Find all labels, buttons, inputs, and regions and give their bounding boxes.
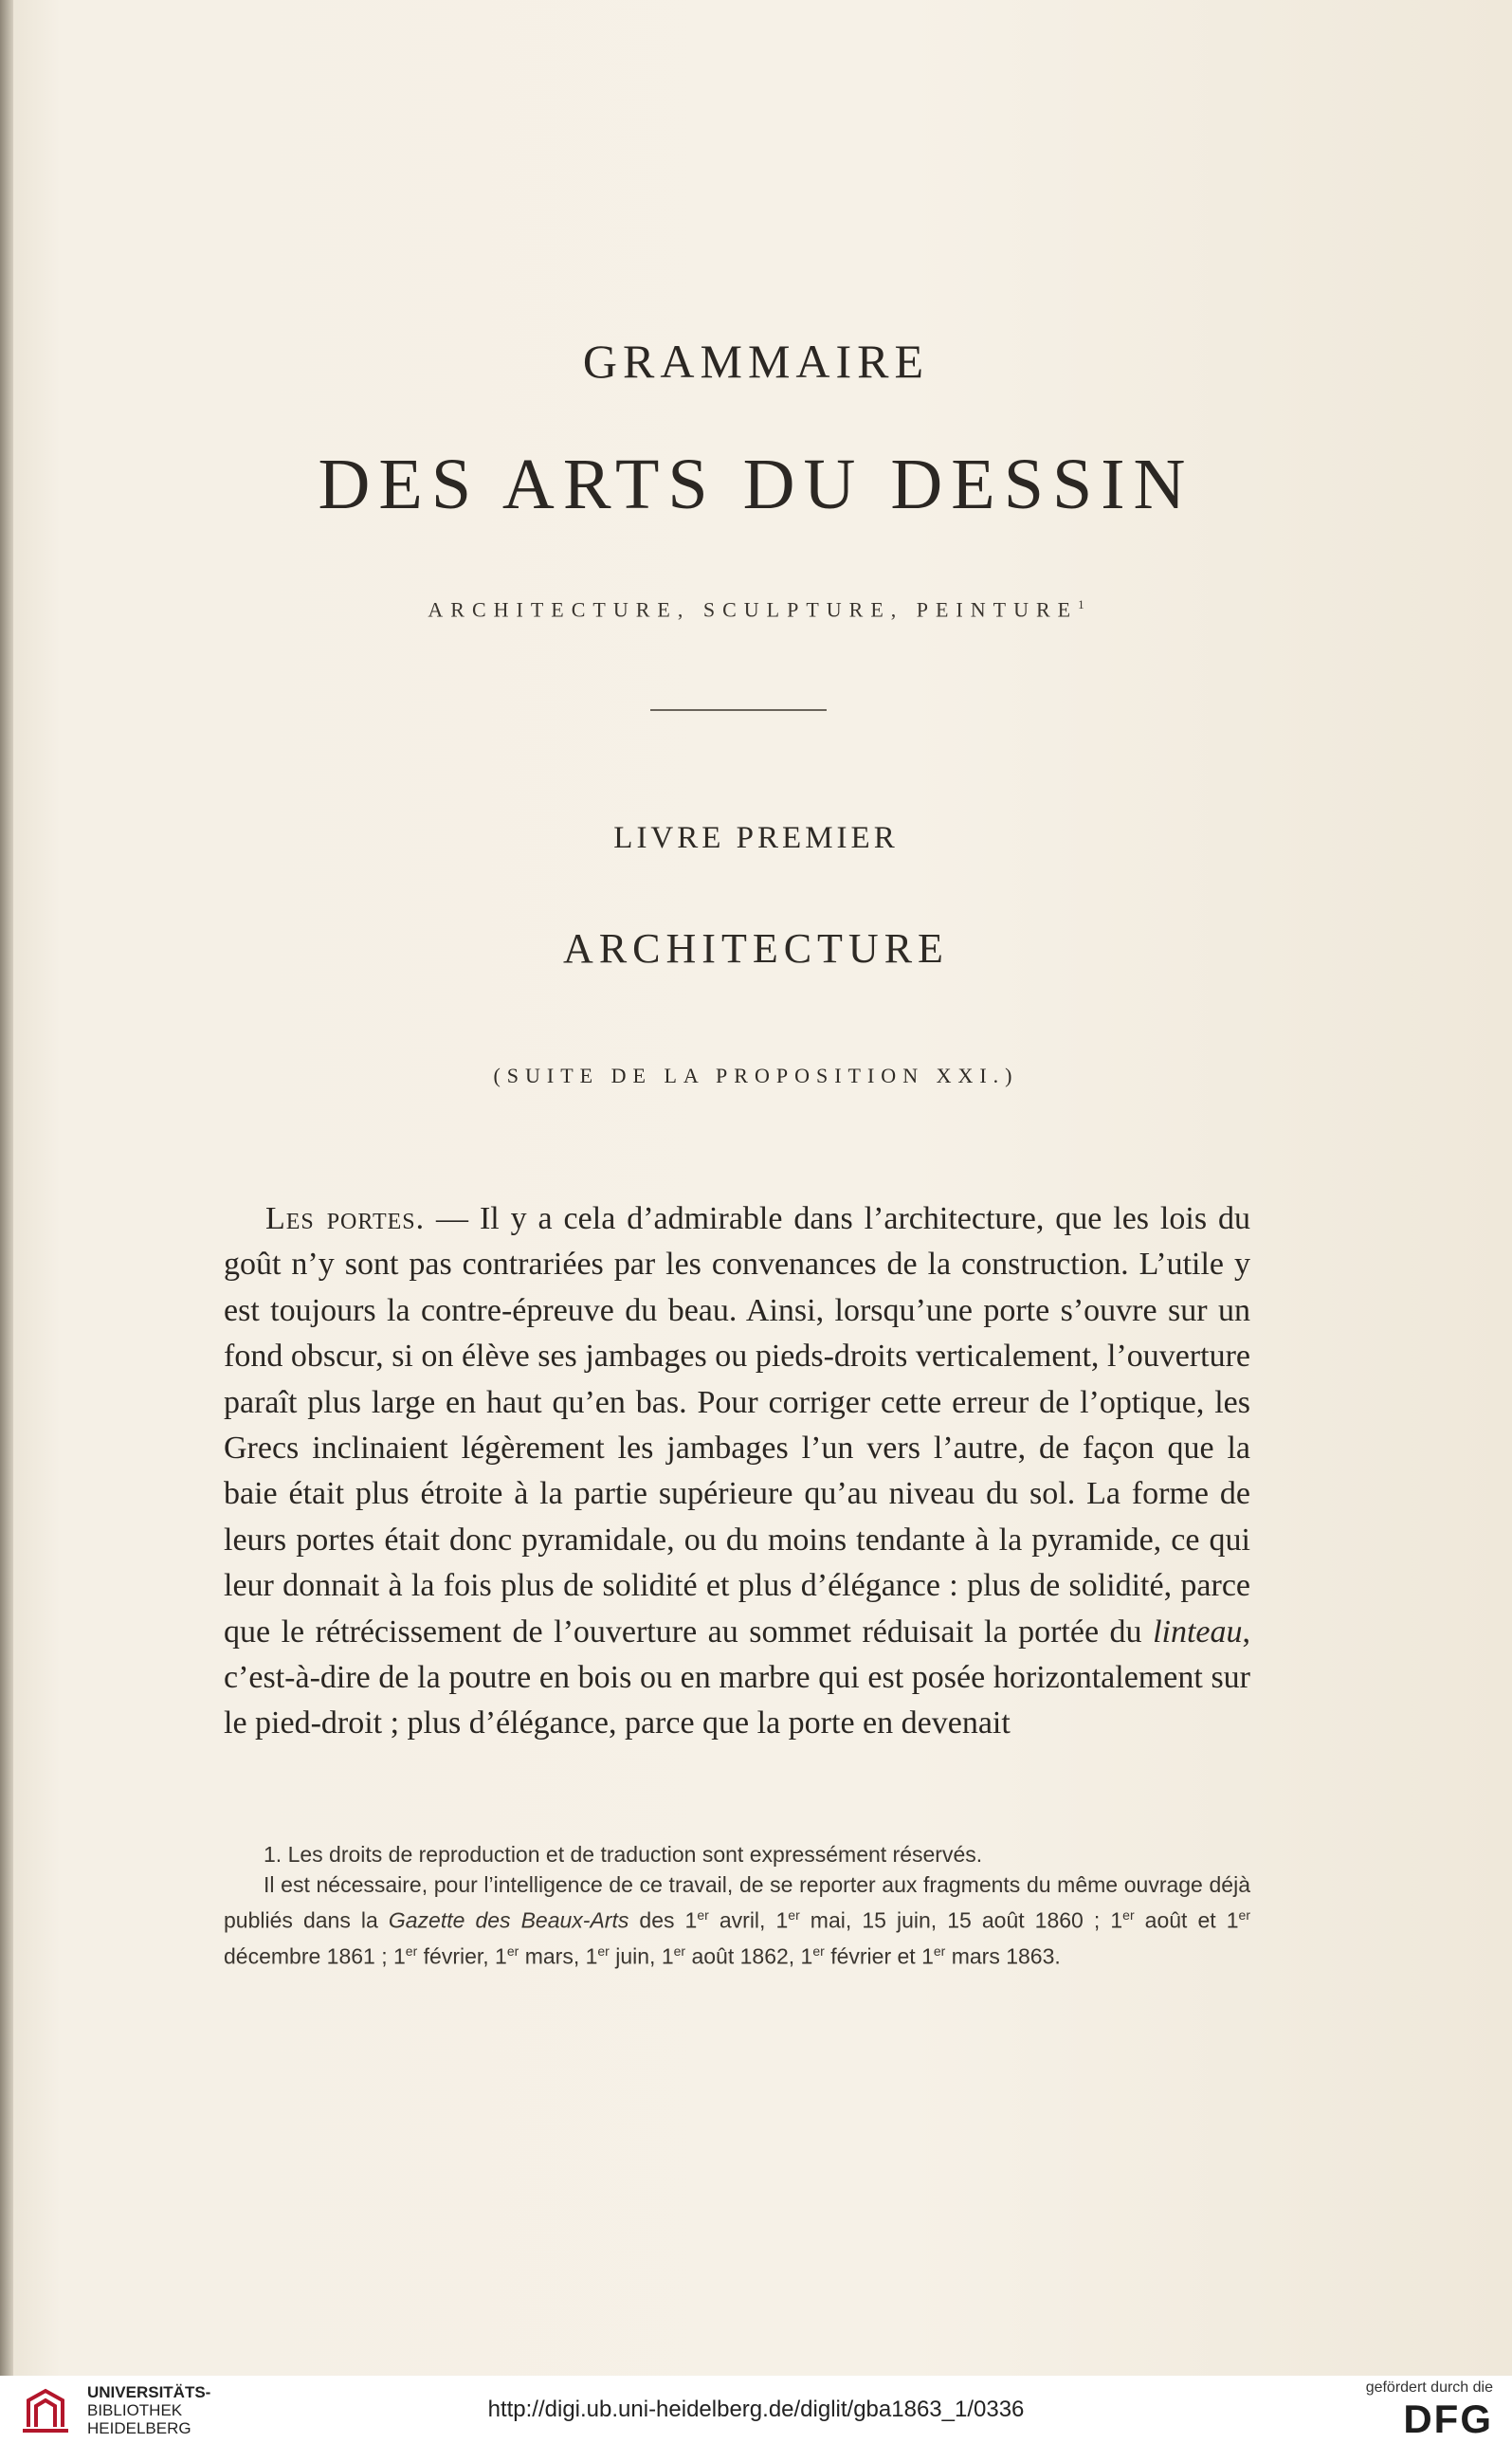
subtitle	[0, 597, 1512, 622]
divider-rule	[650, 709, 827, 711]
ordinal-sup: er	[506, 1942, 519, 1959]
footnote-2-text: des 1	[628, 1907, 698, 1933]
source-url-link[interactable]: http://digi.ub.uni-heidelberg.de/diglit/gba1863_1/0336	[487, 2397, 1025, 2422]
footnote-2-text: août 1862, 1	[685, 1943, 813, 1969]
institution-line-1: UNIVERSITÄTS-	[87, 2383, 211, 2401]
institution-line-3: HEIDELBERG	[87, 2419, 191, 2437]
institution-line-2: BIBLIOTHEK	[87, 2401, 183, 2419]
ordinal-sup: er	[1238, 1907, 1250, 1923]
main-paragraph	[224, 1196, 1250, 1747]
ordinal-sup: er	[597, 1942, 610, 1959]
ordinal-sup: er	[1122, 1907, 1135, 1923]
footnote-2-text: mars, 1	[519, 1943, 598, 1969]
footnote-2-text: juin, 1	[609, 1943, 674, 1969]
footnote-marker: 1	[1078, 597, 1084, 611]
ordinal-sup: er	[933, 1942, 946, 1959]
dfg-logo: DFG	[1403, 2397, 1493, 2441]
subtitle-text: ARCHITECTURE, SCULPTURE, PEINTURE	[428, 597, 1079, 622]
footnote-2-text: avril, 1	[708, 1907, 789, 1933]
journal-title: Gazette des Beaux-Arts	[388, 1907, 629, 1933]
footnote-2-text: Il est nécessaire, pour l’intelligence de ce travail, de se reporter aux fragments du même ouvrage déjà publiés dans la	[224, 1872, 1250, 1933]
footer-bar	[0, 2376, 1512, 2443]
sponsor-caption: gefördert durch die	[1365, 2379, 1493, 2396]
section-heading: ARCHITECTURE	[563, 925, 949, 972]
ordinal-sup: er	[812, 1942, 825, 1959]
lead-smallcaps: Les portes.	[265, 1201, 426, 1236]
ordinal-sup: er	[788, 1907, 800, 1923]
title-line-2: DES ARTS DU DESSIN	[318, 445, 1194, 524]
ordinal-sup: er	[697, 1907, 709, 1923]
footnote-2	[224, 1869, 1250, 1971]
continuation-note: (SUITE DE LA PROPOSITION XXI.)	[493, 1064, 1019, 1087]
paragraph-part-2: , c’est-à-dire de la poutre en bois ou en marbre qui est posée horizontalement sur le pied-droit ; plus d’élégance, parce que la porte en devenait	[224, 1613, 1250, 1741]
ordinal-sup: er	[673, 1942, 686, 1959]
italic-term: linteau	[1153, 1613, 1243, 1650]
footnotes	[224, 1839, 1250, 1971]
footnote-2-text: février, 1	[417, 1943, 507, 1969]
ordinal-sup: er	[405, 1942, 418, 1959]
book-heading: LIVRE PREMIER	[613, 821, 899, 855]
title-line-1: GRAMMAIRE	[582, 335, 930, 388]
footnote-2-text: mai, 15 juin, 15 août 1860 ; 1	[799, 1907, 1123, 1933]
footnote-2-text: décembre 1861 ; 1	[224, 1943, 406, 1969]
footnote-1: 1. Les droits de reproduction et de traduction sont expressément réservés.	[264, 1842, 983, 1867]
footnote-2-text: février et 1	[824, 1943, 934, 1969]
footnote-2-text: août et 1	[1134, 1907, 1239, 1933]
paragraph-part-1: — Il y a cela d’admirable dans l’architecture, que les lois du goût n’y sont pas contrariées par les convenances de la construction. L’utile y est toujours la contre-épreuve du beau. Ainsi, lorsqu’une porte s’ouvre sur un fond obscur, si on élève ses jambages ou pieds-droits verticalement, l’ouverture paraît plus large en haut qu’en bas. Pour corriger cette erreur de l’optique, les Grecs inclinaient légèrement les jambages l’un vers l’autre, de façon que la baie était plus étroite à la partie supérieure qu’au niveau du sol. La forme de leurs portes était donc pyramidale, ou du moins tendante à la pyramide, ce qui leur donnait à la fois plus de solidité et plus d’élégance : plus de solidité, parce que le rétrécissement de l’ouverture au sommet réduisait la portée du	[224, 1201, 1250, 1650]
footnote-2-text: mars 1863.	[945, 1943, 1061, 1969]
